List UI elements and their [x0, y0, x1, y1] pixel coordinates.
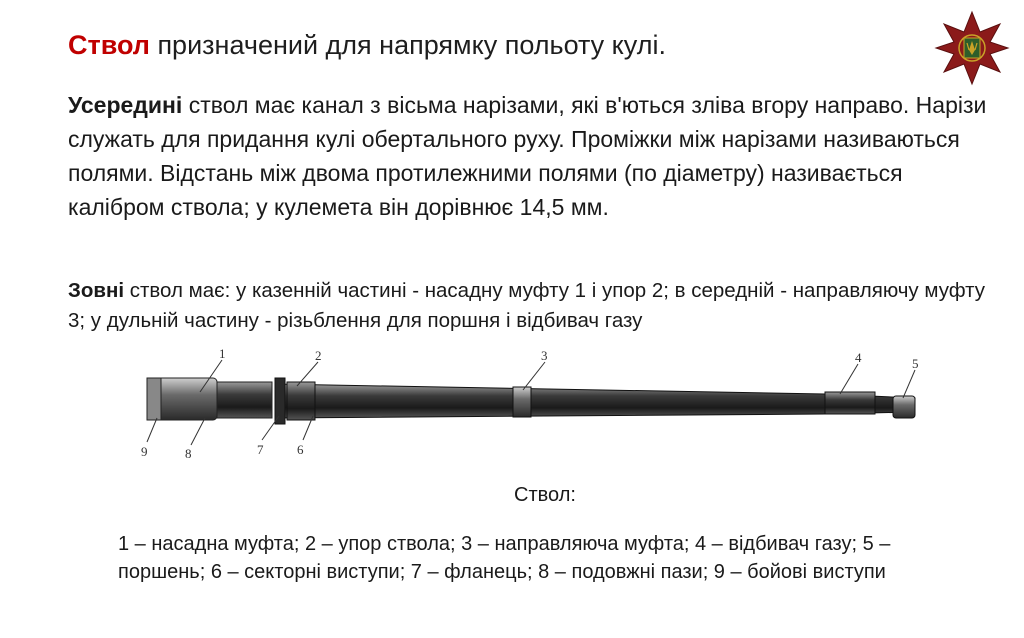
gas-reflector [825, 392, 875, 414]
figure-label-4: 4 [855, 350, 862, 365]
paragraph-inside [68, 88, 998, 224]
figure-label-8: 8 [185, 446, 192, 461]
title-keyword: Ствол [68, 30, 150, 60]
barrel-stop [275, 378, 285, 424]
figure-label-7: 7 [257, 442, 264, 457]
para1-text: ствол має канал з вісьма нарізами, які в'ються зліва вгору направо. Нарізи служать для придання кулі обертального руху. Проміжки між нарізами називаються полями. Відстань між двома протилежними полями (по діаметру) називається калібром ствола; у кулемета він дорівнює 14,5 мм. [68, 92, 987, 220]
figure-label-5: 5 [912, 356, 919, 371]
para1-keyword: Усередині [68, 92, 183, 118]
national-guard-emblem-icon [934, 10, 1010, 86]
para2-keyword: Зовні [68, 279, 125, 302]
figure-caption-legend: 1 – насадна муфта; 2 – упор ствола; 3 – направляюча муфта; 4 – відбивач газу; 5 – поршень; 6 – секторні виступи; 7 – фланець; 8 – подовжні пази; 9 – бойові виступи [118, 533, 891, 583]
figure-label-6: 6 [297, 442, 304, 457]
gas-piston [893, 396, 915, 418]
para2-text: ствол має: у казенній частині - насадну муфту 1 і упор 2; в середній - направляючу муфту 3; у дульній частину - різьблення для поршня і відбивач газу [68, 279, 986, 332]
barrel-drawing [125, 340, 935, 470]
figure-label-9: 9 [141, 444, 148, 459]
figure-label-2: 2 [315, 348, 322, 363]
title-rest: призначений для напрямку польоту кулі. [149, 30, 666, 60]
barrel-tube [275, 384, 915, 418]
figure-label-3: 3 [541, 348, 548, 363]
figure-label-1: 1 [219, 346, 226, 361]
guide-coupling [513, 387, 531, 417]
slide-title [68, 30, 666, 61]
paragraph-outside [68, 276, 1003, 336]
figure-caption-title: Ствол: [514, 484, 576, 506]
